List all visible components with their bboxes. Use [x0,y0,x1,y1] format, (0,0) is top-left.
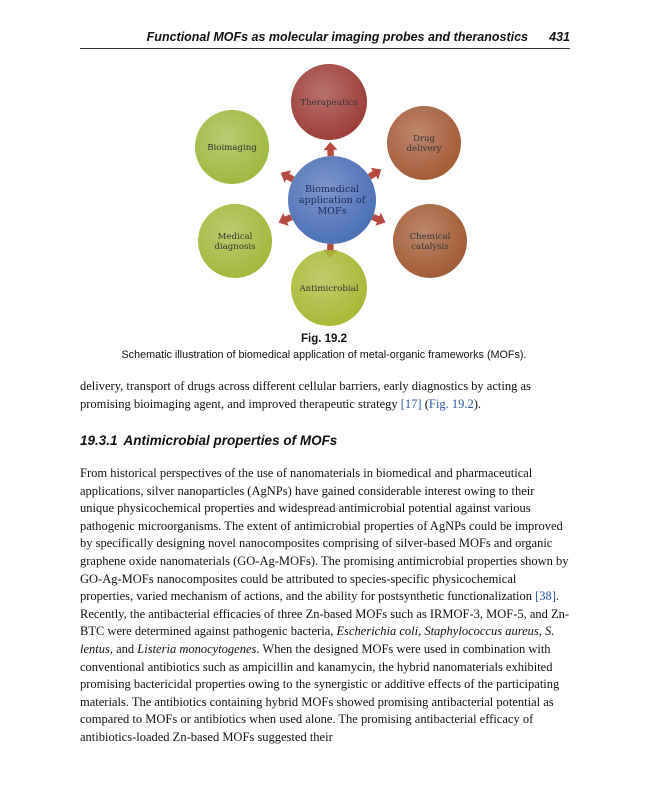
biomedical-mof-diagram [192,62,472,332]
species-name: S. lentus [80,624,555,656]
bioimaging-label: Bioimaging [207,143,257,153]
chemical-catalysis-label: Chemical catalysis [409,232,451,252]
antimicrobial-label: Antimicrobial [299,284,359,294]
intro-paragraph [80,378,570,413]
citation-link[interactable]: [17] [400,396,422,411]
section-heading [80,433,570,448]
arrow-to-therapeutics [324,142,338,156]
page-number: 431 [549,30,570,44]
running-header-title: Functional MOFs as molecular imaging probes and theranostics [146,30,528,44]
drug-delivery-label: Drug delivery [406,134,442,154]
figure-caption: Schematic illustration of biomedical application of metal-organic frameworks (MOFs). [121,349,527,361]
species-name: Staphylococcus aureus [424,624,539,639]
center-label: Biomedical application of MOFs [298,184,366,217]
therapeutics-label: Therapeutics [300,98,358,108]
section-title: Antimicrobial properties of MOFs [123,433,338,448]
arrow-to-medical-diagnosis [279,213,293,226]
medical-diagnosis-label: Medical diagnosis [214,232,256,252]
figure-19-2 [192,62,472,332]
intro-text: ). [473,396,481,411]
figure-link[interactable]: Fig. 19.2 [428,396,474,411]
running-header [80,30,570,49]
citation-link[interactable]: [38] [535,589,556,604]
figure-label: Fig. 19.2 [300,333,348,345]
intro-text: delivery, transport of drugs across different cellular barriers, early diagnostics by acting as promising bioimaging agent, and improved therapeutic strategy [80,379,531,411]
section-number: 19.3.1 [80,433,118,448]
species-name: Listeria monocytogenes [137,641,257,656]
body-paragraph: From historical perspectives of the use of nanomaterials in biomedical and pharmaceutical applications, silver nanoparticles (AgNPs) have gained considerable interest owing to their unique physicochemical properties and widespread antimicrobial potential against various pathogenic microorganisms. The extent of antimicrobial properties of AgNPs could be improved by specifically designing novel nanocomposites comprising of silver-based MOFs and organic graphene oxide nanomaterials (GO-Ag-MOFs). The promising antimicrobial properties shown by GO-Ag-MOFs nanocomposites could be attributed to species-specific physicochemical properties, varied mechanism of actions, and the ability for postsynthetic functionalization [38]. Recently, the antibacterial efficacies of three Zn-based MOFs such as IRMOF-3, MOF-5, and Zn-BTC were determined against pathogenic bacteria, Escherichia coli, Staphylococcus aureus, S. lentus, and Listeria monocytogenes. When the designed MOFs were used in combination with conventional antibiotics such as ampicillin and kanamycin, the hybrid nanomaterials exhibited promising bactericidal properties owing to the synergistic or additive effects of the participating materials. The antibiotics containing hybrid MOFs showed promising antibacterial potential as compared to MOFs or antibiotics when used alone. The promising antibacterial efficacy of antibiotics-loaded Zn-based MOFs suggested their [80,466,570,744]
species-name: Escherichia coli [336,624,419,639]
intro-text: ( [421,396,429,411]
arrow-to-chemical-catalysis [371,213,385,226]
